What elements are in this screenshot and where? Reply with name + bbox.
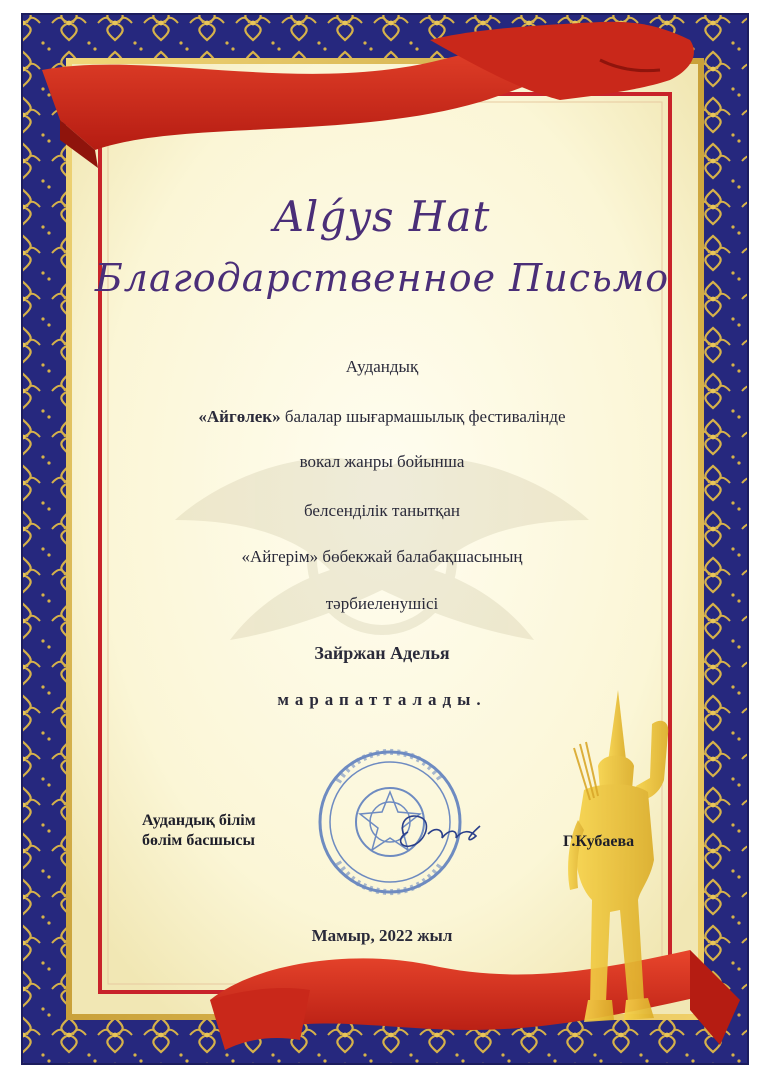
signatory-position-line-1: Аудандық білім <box>142 812 256 829</box>
body-line-5: «Айгерім» бөбекжай балабақшасының <box>241 547 523 566</box>
signatory-name: Г.Кубаева <box>563 833 635 850</box>
recipient-name: Зайржан Аделья <box>314 643 450 663</box>
issue-date: Мамыр, 2022 жыл <box>311 926 453 945</box>
signatory-position-line-2: бөлім басшысы <box>142 832 256 849</box>
body-line-1: Аудандық <box>345 357 419 376</box>
body-line-6: тәрбиеленушісі <box>325 594 439 613</box>
title-latin: Alǵys Hat <box>273 192 491 241</box>
body-line-3: вокал жанры бойынша <box>299 452 465 471</box>
signatory-position <box>142 811 256 851</box>
title-russian: Благодарственное Письмо <box>94 256 670 300</box>
awarded-text: марапатталады. <box>277 690 487 709</box>
body-line-2 <box>0 407 764 427</box>
body-line-4: белсенділік танытқан <box>304 501 460 520</box>
festival-name: «Айгөлек» <box>198 407 281 426</box>
festival-description: балалар шығармашылық фестивалінде <box>280 407 566 426</box>
